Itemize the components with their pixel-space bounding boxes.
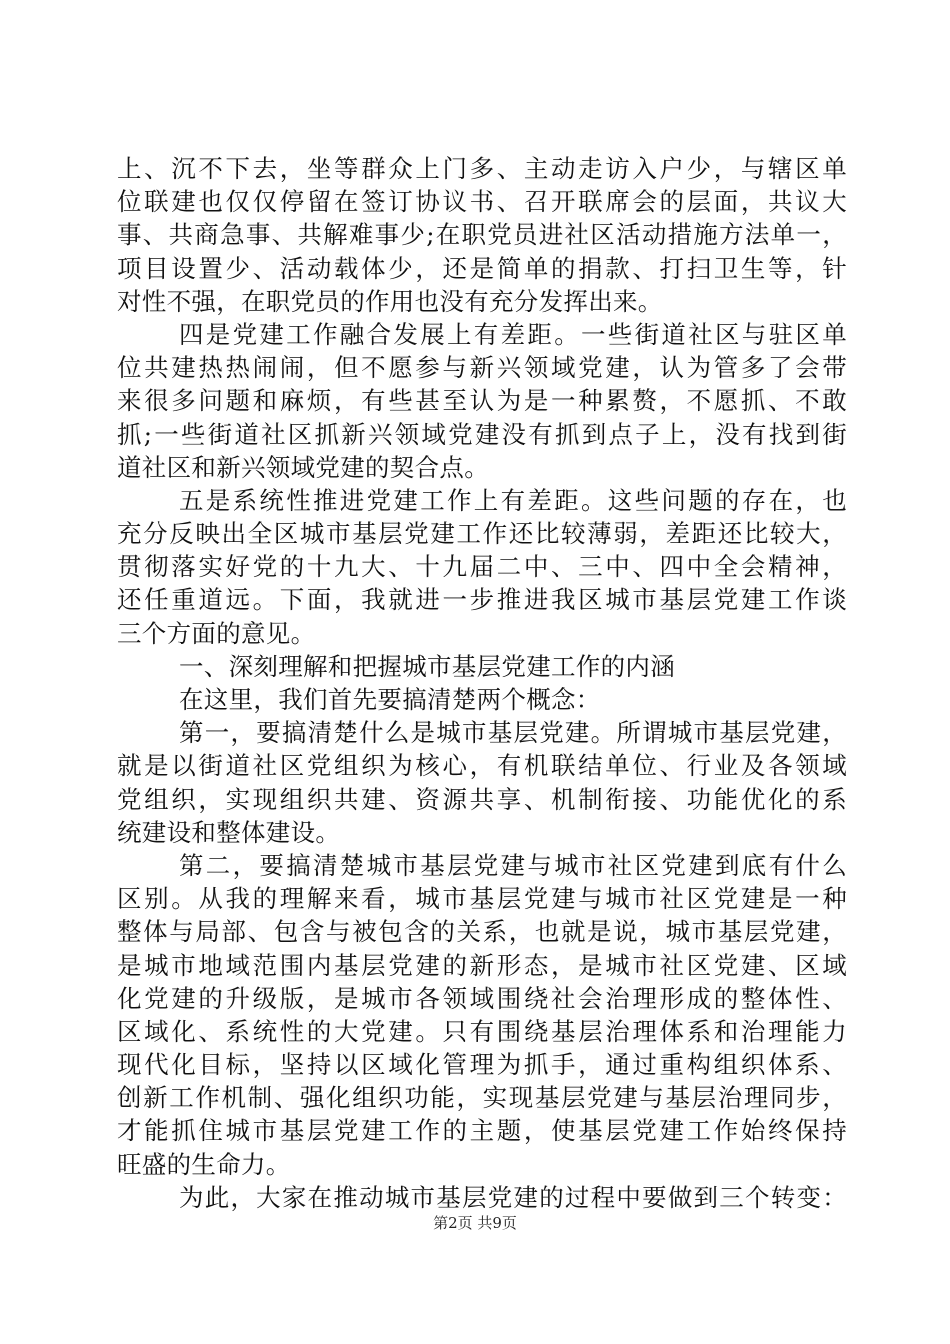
text-line: 充分反映出全区城市基层党建工作还比较薄弱，差距还比较大， [117, 519, 847, 549]
text-line: 上、沉不下去，坐等群众上门多、主动走访入户少，与辖区单 [117, 154, 847, 183]
text-line: 项目设置少、活动载体少，还是简单的捐款、打扫卫生等，针 [117, 253, 847, 283]
paragraph-first-line: 为此，大家在推动城市基层党建的过程中要做到三个转变： [179, 1182, 847, 1212]
section-heading: 一、深刻理解和把握城市基层党建工作的内涵 [179, 651, 675, 681]
text-line: 贯彻落实好党的十九大、十九届二中、三中、四中全会精神， [117, 552, 847, 582]
text-line: 现代化目标，坚持以区域化管理为抓手，通过重构组织体系、 [117, 1050, 847, 1080]
text-line: 位共建热热闹闹，但不愿参与新兴领域党建，认为管多了会带 [117, 353, 847, 383]
text-line: 三个方面的意见。 [117, 618, 316, 648]
text-line: 来很多问题和麻烦，有些甚至认为是一种累赘，不愿抓、不敢 [117, 386, 847, 416]
text-line: 抓;一些街道社区抓新兴领域党建没有抓到点子上，没有找到街 [117, 419, 847, 449]
text-line: 旺盛的生命力。 [117, 1149, 291, 1179]
paragraph-first-line: 四是党建工作融合发展上有差距。一些街道社区与驻区单 [179, 319, 847, 349]
text-line: 创新工作机制、强化组织功能，实现基层党建与基层治理同步， [117, 1083, 847, 1113]
text-line: 对性不强，在职党员的作用也没有充分发挥出来。 [117, 286, 663, 316]
paragraph-first-line: 第一，要搞清楚什么是城市基层党建。所谓城市基层党建， [179, 718, 847, 748]
text-line: 还任重道远。下面，我就进一步推进我区城市基层党建工作谈 [117, 585, 847, 615]
text-line: 道社区和新兴领域党建的契合点。 [117, 452, 489, 482]
text-line: 是城市地域范围内基层党建的新形态，是城市社区党建、区域 [117, 950, 847, 980]
text-line: 就是以街道社区党组织为核心，有机联结单位、行业及各领域 [117, 751, 847, 781]
page-footer: 第2页 共9页 [433, 1214, 517, 1232]
document-body [117, 152, 847, 1214]
paragraph-first-line: 在这里，我们首先要搞清楚两个概念： [179, 685, 601, 714]
text-line: 区别。从我的理解来看，城市基层党建与城市社区党建是一种 [117, 884, 847, 914]
text-line: 整体与局部、包含与被包含的关系，也就是说，城市基层党建， [117, 917, 847, 947]
paragraph-first-line: 五是系统性推进党建工作上有差距。这些问题的存在，也 [179, 485, 847, 515]
paragraph-first-line: 第二，要搞清楚城市基层党建与城市社区党建到底有什么 [179, 850, 847, 880]
text-line: 统建设和整体建设。 [117, 817, 341, 847]
text-line: 才能抓住城市基层党建工作的主题，使基层党建工作始终保持 [117, 1116, 847, 1146]
text-line: 区域化、系统性的大党建。只有围绕基层治理体系和治理能力 [117, 1016, 847, 1046]
text-line: 党组织，实现组织共建、资源共享、机制衔接、功能优化的系 [117, 784, 847, 814]
text-line: 化党建的升级版，是城市各领域围绕社会治理形成的整体性、 [117, 983, 847, 1013]
text-line: 位联建也仅仅停留在签订协议书、召开联席会的层面，共议大 [117, 187, 847, 217]
text-line: 事、共商急事、共解难事少;在职党员进社区活动措施方法单一， [117, 220, 847, 250]
